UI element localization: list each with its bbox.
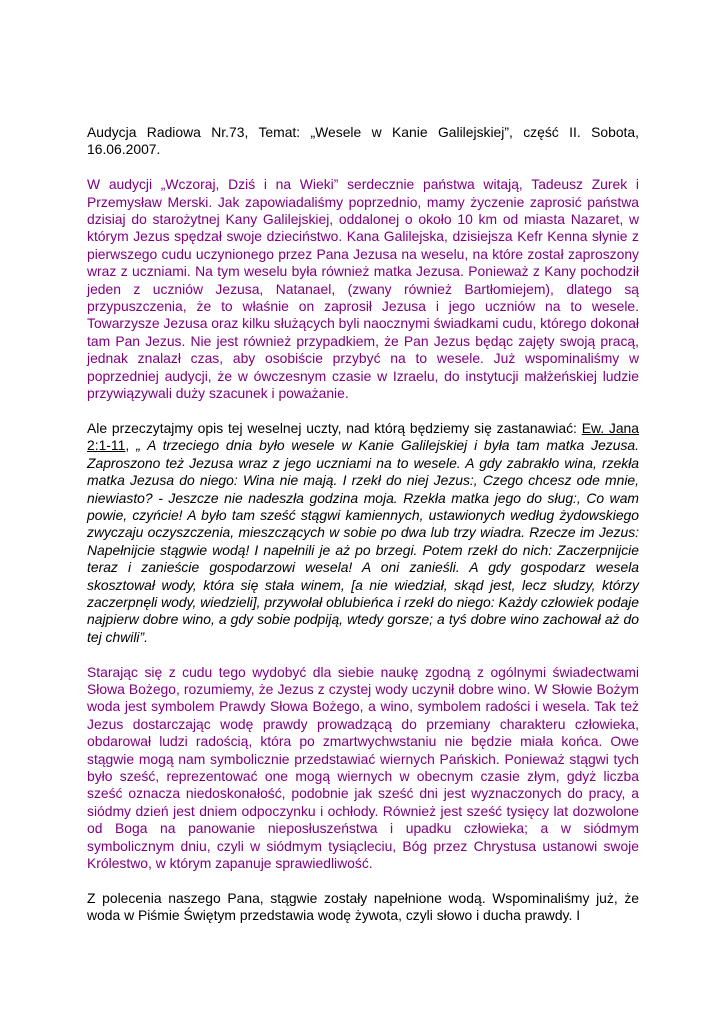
document-page [87,124,639,942]
reading-paragraph [87,420,639,646]
document-header: Audycja Radiowa Nr.73, Temat: „Wesele w Kanie Galilejskiej”, część II. Sobota, 16.06.2007. [87,124,639,158]
scripture-reference: Ew. Jana 2:1-11 [87,419,639,454]
reading-separator: , [125,437,137,454]
lesson-paragraph: Starając się z cudu tego wydobyć dla siebie naukę zgodną z ogólnymi świadectwami Słowa Bożego, rozumiemy, że Jezus z czystej wody uczynił dobre wino. W Słowie Bożym woda jest symbolem Prawdy Słowa Bożego, a wino, symbolem radości i wesela. Tak też Jezus dostarczając wodę prawdy prowadzącą do przemiany charakteru człowieka, obdarował ludzi radością, która po zmartwychwstaniu nie będzie miała końca. Owe stągwie mogą nam symbolicznie przedstawiać wiernych Pańskich. Ponieważ stągwi tych było sześć, reprezentować one mogą wiernych w obecnym czasie złym, gdyż liczba sześć oznacza niedoskonałość, podobnie jak sześć dni jest wyznaczonych do pracy, a siódmy dzień jest dniem odpoczynku i ochłody. Również jest sześć tysięcy lat dozwolone od Boga na panowanie nieposłuszeństwa i upadku człowieka; a w siódmym symbolicznym dniu, czyli w siódmym tysiącleciu, Bóg przez Chrystusa ustanowi swoje Królestwo, w którym zapanuje sprawiedliwość. [87,663,639,872]
scripture-quote: „ A trzeciego dnia było wesele w Kanie Galilejskiej i była tam matka Jezusa. Zaproszono też Jezusa wraz z jego uczniami na to wesele. A gdy zabrakło wina, rzekła matka Jezusa do niego: Wina nie mają. I rzekł do niej Jezus:, Czego chcesz ode mnie, niewiasto? - Jeszcze nie nadeszła godzina moja. Rzekła matka jego do sług:, Co wam powie, czyńcie! A było tam sześć stągwi kamiennych, ustawionych według żydowskiego zwyczaju oczyszczenia, mieszczących w sobie po dwa lub trzy wiadra. Rzecze im Jezus: Napełnijcie stągwie wodą! I napełnili je aż po brzegi. Potem rzekł do nich: Zaczerpnijcie teraz i zanieście gospodarzowi wesela! A oni zanieśli. A gdy gospodarz wesela skosztował wody, która się stała winem, [a nie wiedział, skąd jest, lecz słudzy, którzy zaczerpnęli wody, wiedzieli], przywołał oblubieńca i rzekł do niego: Każdy człowiek podaje najpierw dobre wino, a gdy sobie podpiją, wtedy gorsze; a tyś dobre wino zachował aż do tej chwili”. [87,437,639,645]
reading-lead: Ale przeczytajmy opis tej weselnej uczty, nad którą będziemy się zastanawiać: [87,419,582,436]
intro-paragraph: W audycji „Wczoraj, Dziś i na Wieki” serdecznie państwa witają, Tadeusz Zurek i Przemysław Merski. Jak zapowiadaliśmy poprzednio, mamy życzenie zaprosić państwa dzisiaj do starożytnej Kany Galilejskiej, oddalonej o około 10 km od miasta Nazaret, w którym Jezus spędzał swoje dzieciństwo. Kana Galilejska, dzisiejsza Kefr Kenna słynie z pierwszego cudu uczynionego przez Pana Jezusa na weselu, na które został zaproszony wraz z uczniami. Na tym weselu była również matka Jezusa. Ponieważ z Kany pochodził jeden z uczniów Jezusa, Natanael, (zwany również Bartłomiejem), dlatego są przypuszczenia, że to właśnie on zaprosił Jezusa i jego uczniów na to wesele. Towarzysze Jezusa oraz kilku służących byli naocznymi świadkami cudu, którego dokonał tam Pan Jezus. Nie jest również przypadkiem, że Pan Jezus będąc zajęty swoją pracą, jednak znalazł czas, aby osobiście przybyć na to wesele. Już wspominaliśmy w poprzedniej audycji, że w ówczesnym czasie w Izraelu, do instytucji małżeńskiej ludzie przywiązywali duży szacunek i poważanie. [87,176,640,402]
closing-paragraph: Z polecenia naszego Pana, stągwie zostały napełnione wodą. Wspominaliśmy już, że woda w Piśmie Świętym przedstawia wodę żywota, czyli słowo i ducha prawdy. I [87,889,639,924]
